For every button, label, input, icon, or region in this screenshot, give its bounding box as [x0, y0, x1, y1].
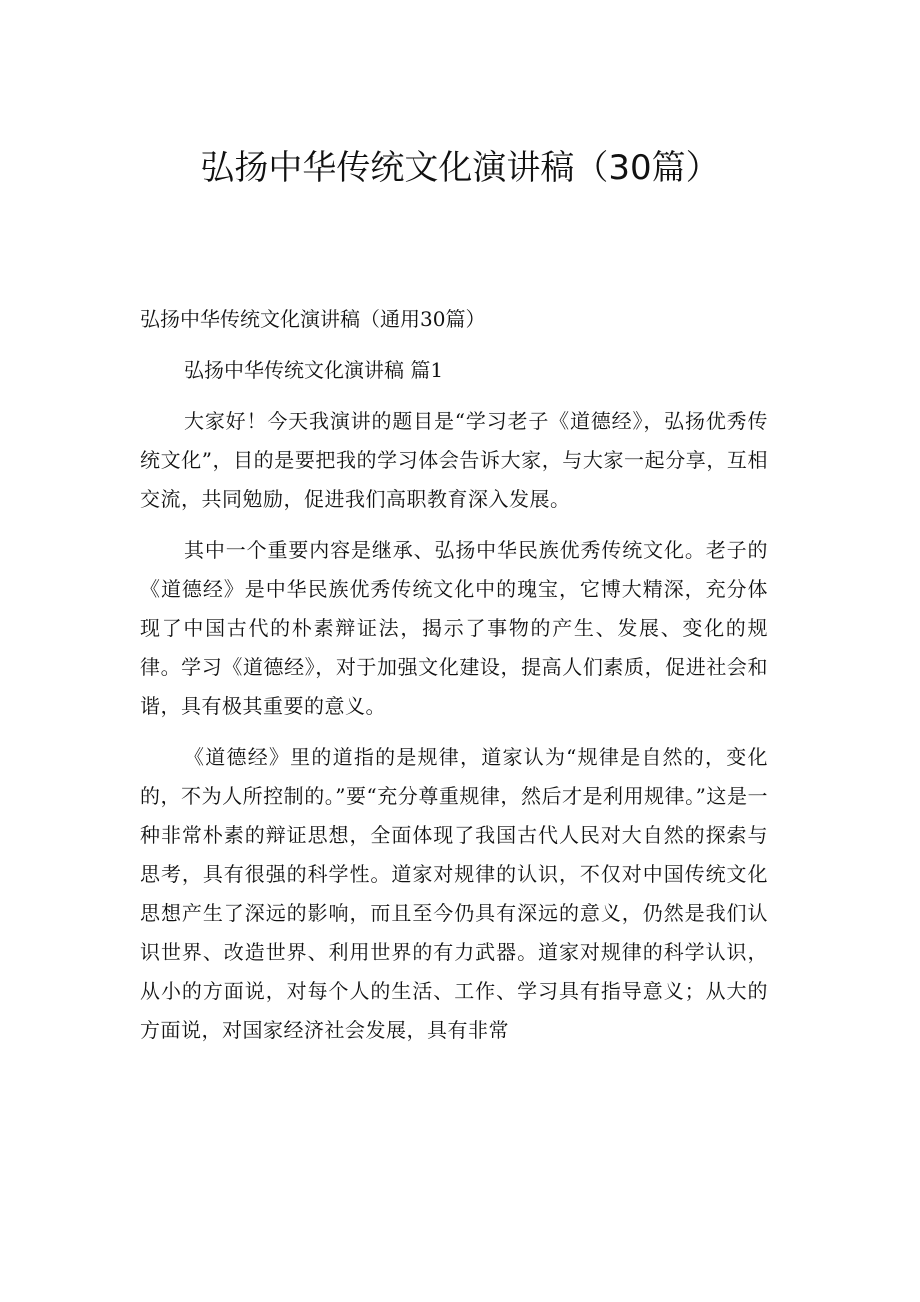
paragraph-1: 大家好！今天我演讲的题目是“学习老子《道德经》，弘扬优秀传统文化”，目的是要把我的学习体会告诉大家，与大家一起分享，互相交流，共同勉励，促进我们高职教育深入发展。: [140, 409, 768, 511]
section-heading: 弘扬中华传统文化演讲稿 篇1: [184, 358, 444, 382]
document-title: 弘扬中华传统文化演讲稿（30篇）: [200, 148, 720, 188]
paragraph-3: 《道德经》里的道指的是规律，道家认为“规律是自然的，变化的，不为人所控制的。”要“充分尊重规律，然后才是利用规律。”这是一种非常朴素的辩证思想，全面体现了我国古代人民对大自然的探索与思考，具有很强的科学性。道家对规律的认识，不仅对中国传统文化思想产生了深远的影响，而且至今仍具有深远的意义，仍然是我们认识世界、改造世界、利用世界的有力武器。道家对规律的科学认识，从小的方面说，对每个人的生活、工作、学习具有指导意义；从大的方面说，对国家经济社会发展，具有非常: [140, 745, 768, 1042]
document-body: [140, 300, 768, 1062]
document-subtitle: 弘扬中华传统文化演讲稿（通用30篇）: [140, 307, 486, 331]
paragraph-2: 其中一个重要内容是继承、弘扬中华民族优秀传统文化。老子的《道德经》是中华民族优秀传统文化中的瑰宝，它博大精深，充分体现了中国古代的朴素辩证法，揭示了事物的产生、发展、变化的规律。学习《道德经》，对于加强文化建设，提高人们素质，促进社会和谐，具有极其重要的意义。: [140, 538, 768, 718]
